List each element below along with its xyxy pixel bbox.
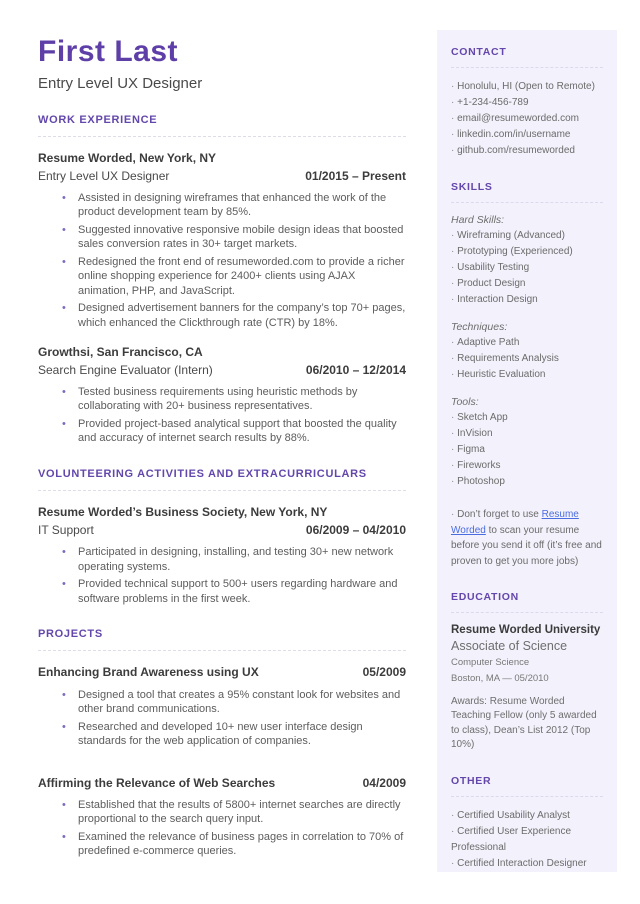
person-job-title: Entry Level UX Designer <box>38 74 203 92</box>
project-title: Affirming the Relevance of Web Searches <box>38 775 276 790</box>
skill-item: · Heuristic Evaluation <box>451 367 603 383</box>
role-title: Search Engine Evaluator (Intern) <box>38 362 213 377</box>
note-text: to scan your resume before you send it off (it’s free and proven to get you more jobs) <box>451 524 602 567</box>
contact-list <box>451 79 603 159</box>
education-awards: Awards: Resume Worded Teaching Fellow (only 5 awarded to class), Dean’s List 2012 (Top 10%) <box>451 695 597 751</box>
bullet-item: • Designed a tool that creates a 95% constant look for websites and other brand communications. <box>62 688 406 717</box>
bullet-item: • Designed advertisement banners for the company’s top 70+ pages, which enhanced the Clickthrough rate (CTR) by 18%. <box>62 301 406 330</box>
bullet-list <box>38 798 406 859</box>
bullet-list <box>38 385 406 446</box>
resume-sidebar <box>437 30 617 872</box>
project-entry <box>38 664 406 748</box>
skill-item: · Interaction Design <box>451 292 603 308</box>
education-location-date: Boston, MA — 05/2010 <box>451 673 549 685</box>
role-title: IT Support <box>38 523 94 538</box>
skill-item: · Product Design <box>451 276 603 292</box>
certification-item: · Certified Usability Analyst <box>451 808 603 824</box>
volunteering-entry <box>38 504 406 606</box>
date-range: 06/2009 – 04/2010 <box>305 523 406 538</box>
certification-item: · Certified User Experience Professional <box>451 824 603 856</box>
divider <box>451 202 603 203</box>
bullet-list <box>38 545 406 606</box>
divider <box>38 490 406 491</box>
resume-worded-link[interactable]: Resume Worded <box>451 509 579 536</box>
skill-item: · Usability Testing <box>451 260 603 276</box>
contact-email: · email@resumeworded.com <box>451 111 603 127</box>
skill-item: · Adaptive Path <box>451 335 603 351</box>
skill-group-label: Hard Skills: <box>451 214 505 226</box>
bullet-item: • Researched and developed 10+ new user interface design standards for the web application of companies. <box>62 720 406 749</box>
section-heading-education: EDUCATION <box>451 591 519 603</box>
divider <box>38 650 406 651</box>
project-entry <box>38 775 406 859</box>
contact-linkedin: · linkedin.com/in/username <box>451 127 603 143</box>
education-school: Resume Worded University <box>451 624 601 636</box>
work-entry <box>38 344 406 446</box>
skill-item: · Sketch App <box>451 410 603 426</box>
skill-list <box>451 335 603 383</box>
divider <box>451 796 603 797</box>
bullet-item: • Examined the relevance of business pages in correlation to 70% of predefined e-commerce queries. <box>62 830 406 859</box>
resume-main-column <box>38 36 406 862</box>
bullet-item: • Provided project-based analytical support that boosted the quality and accuracy of internet search results by 88%. <box>62 417 406 446</box>
bullet-item: • Tested business requirements using heuristic methods by collaborating with 20+ business representatives. <box>62 385 406 414</box>
company-name: Resume Worded, New York, NY <box>38 150 217 165</box>
section-heading-projects: PROJECTS <box>38 628 103 641</box>
divider <box>451 67 603 68</box>
role-title: Entry Level UX Designer <box>38 168 170 183</box>
skill-item: · Wireframing (Advanced) <box>451 228 603 244</box>
resume-worded-note <box>451 507 603 569</box>
skill-list <box>451 410 603 490</box>
note-text: Don’t forget to use <box>457 509 542 520</box>
section-heading-contact: CONTACT <box>451 46 507 58</box>
bullet-item: • Established that the results of 5800+ internet searches are directly proportional to the search query input. <box>62 798 406 827</box>
divider <box>451 612 603 613</box>
skill-item: · Photoshop <box>451 474 603 490</box>
bullet-item: • Assisted in designing wireframes that enhanced the work of the product development team by 85%. <box>62 191 406 220</box>
work-entry <box>38 150 406 331</box>
education-major: Computer Science <box>451 657 530 668</box>
skill-item: · Requirements Analysis <box>451 351 603 367</box>
contact-github: · github.com/resumeworded <box>451 143 603 159</box>
date-range: 04/2009 <box>362 775 406 790</box>
section-heading-other: OTHER <box>451 774 492 787</box>
bullet-item: • Provided technical support to 500+ users regarding hardware and software problems in the first week. <box>62 577 406 606</box>
education-degree: Associate of Science <box>451 639 568 653</box>
organization-name: Resume Worded’s Business Society, New York, NY <box>38 504 328 519</box>
bullet-list <box>38 688 406 749</box>
certification-list <box>451 808 603 872</box>
company-name: Growthsi, San Francisco, CA <box>38 344 203 359</box>
bullet-item: • Redesigned the front end of resumeworded.com to provide a richer online shopping experience for 2400+ clients using AJAX animation, PHP, and JavaScript. <box>62 255 406 299</box>
bullet-item: • Suggested innovative responsive mobile design ideas that boosted sales conversion rates in 30+ target markets. <box>62 223 406 252</box>
skill-group-label: Techniques: <box>451 321 508 333</box>
person-name: First Last <box>38 35 179 68</box>
section-heading-volunteering: VOLUNTEERING ACTIVITIES AND EXTRACURRICULARS <box>38 467 367 480</box>
contact-phone: · +1-234-456-789 <box>451 95 603 111</box>
section-heading-work-experience: WORK EXPERIENCE <box>38 113 158 126</box>
date-range: 06/2010 – 12/2014 <box>305 362 406 377</box>
skill-item: · Fireworks <box>451 458 603 474</box>
date-range: 05/2009 <box>362 665 406 680</box>
skill-item: · Figma <box>451 442 603 458</box>
bullet-list <box>38 191 406 331</box>
skill-item: · InVision <box>451 426 603 442</box>
bullet-item: • Participated in designing, installing, and testing 30+ new network operating systems. <box>62 545 406 574</box>
date-range: 01/2015 – Present <box>305 168 406 183</box>
certification-item: · Certified Interaction Designer <box>451 856 603 872</box>
section-heading-skills: SKILLS <box>451 181 493 193</box>
contact-location: · Honolulu, HI (Open to Remote) <box>451 79 603 95</box>
skill-list <box>451 228 603 308</box>
project-title: Enhancing Brand Awareness using UX <box>38 665 259 680</box>
divider <box>38 136 406 137</box>
skill-item: · Prototyping (Experienced) <box>451 244 603 260</box>
skill-group-label: Tools: <box>451 396 479 408</box>
